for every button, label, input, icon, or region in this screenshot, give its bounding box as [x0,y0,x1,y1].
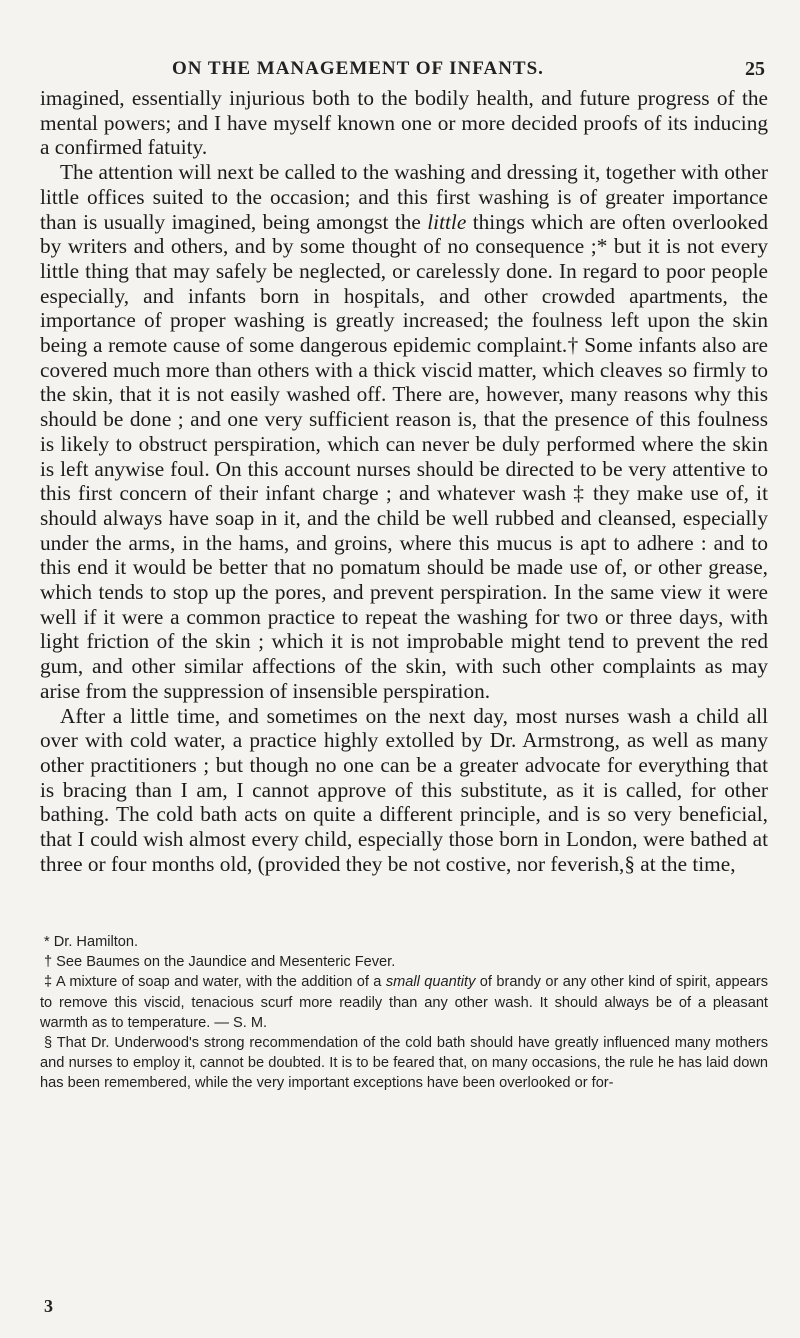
footnotes [40,932,768,1094]
italic-phrase: small quantity [385,974,476,991]
text-run: The attention will next be called to the washing and dressing it, together with other little offices suited to the occasion; and this first washing is of greater importance than is usually imagined, being amongst the [40,160,768,234]
body-text [40,86,768,877]
paragraph [40,160,768,703]
footnote: § That Dr. Underwood's strong recommendation of the cold bath should have greatly influenced many mothers and nurses to employ it, cannot be doubted. It is to be feared that, on many occasions, the rule he has laid down has been remembered, while the very important exceptions have been overlooked or for- [40,1035,768,1092]
page-number: 25 [745,58,765,80]
signature-mark: 3 [44,1296,53,1316]
paragraph: After a little time, and sometimes on the next day, most nurses wash a child all over with cold water, a practice highly extolled by Dr. Armstrong, as well as many other practitioners ; but though no one can be a greater advocate for everything that is bracing than I am, I cannot approve of this substitute, as it is called, for other bathing. The cold bath acts on quite a different principle, and is so very beneficial, that I could wish almost every child, especially those born in London, were bathed at three or four months old, (provided they be not costive, nor feverish,§ at the time, [40,703,768,876]
text-run: things which are often overlooked by writers and others, and by some thought of no consequence ;* but it is not every little thing that may safely be neglected, or carelessly done. In regard to poor people especially, and infants born in hospitals, and other crowded apartments, the importance of proper washing is greatly increased; the foulness left upon the skin being a remote cause of some dangerous epidemic complaint.† Some infants also are covered much more than others with a thick viscid matter, which cleaves so firmly to the skin, that it is not easily washed off. There are, however, many reasons why this should be done ; and one very sufficient reason is, that the presence of this foulness is likely to obstruct perspiration, which can never be duly performed where the skin is left anywise foul. On this account nurses should be directed to be very attentive to this first concern of their infant charge ; and whatever wash ‡ they make use of, it should always have soap in it, and the child be well rubbed and cleansed, especially under the arms, in the hams, and groins, where this mucus is apt to adhere : and to this end it would be better that no pomatum should be made use of, or other grease, which tends to stop up the pores, and prevent perspiration. In the same view it were well if it were a common practice to repeat the washing for two or three days, with light friction of the skin ; which it is not improbable might tend to prevent the red gum, and other similar affections of the skin, with such other complaints as may arise from the suppression of insensible perspiration. [40,209,768,703]
footnote: * Dr. Hamilton. [44,934,139,950]
text-run: ‡ A mixture of soap and water, with the addition of a [44,974,386,991]
italic-word: little [427,209,467,234]
footnote: † See Baumes on the Jaundice and Mesenteric Fever. [44,954,396,971]
text-run: of brandy or any other kind of spirit, appears to remove this viscid, tenacious scurf more readily than any other wash. It should always be of a pleasant warmth as to temperature. — S. M. [40,974,768,1031]
footnote [40,972,768,1033]
running-header-title: ON THE MANAGEMENT OF INFANTS. [172,58,544,79]
paragraph: imagined, essentially injurious both to the bodily health, and future progress of the mental powers; and I have myself known one or more decided proofs of its inducing a confirmed fatuity. [40,86,768,160]
